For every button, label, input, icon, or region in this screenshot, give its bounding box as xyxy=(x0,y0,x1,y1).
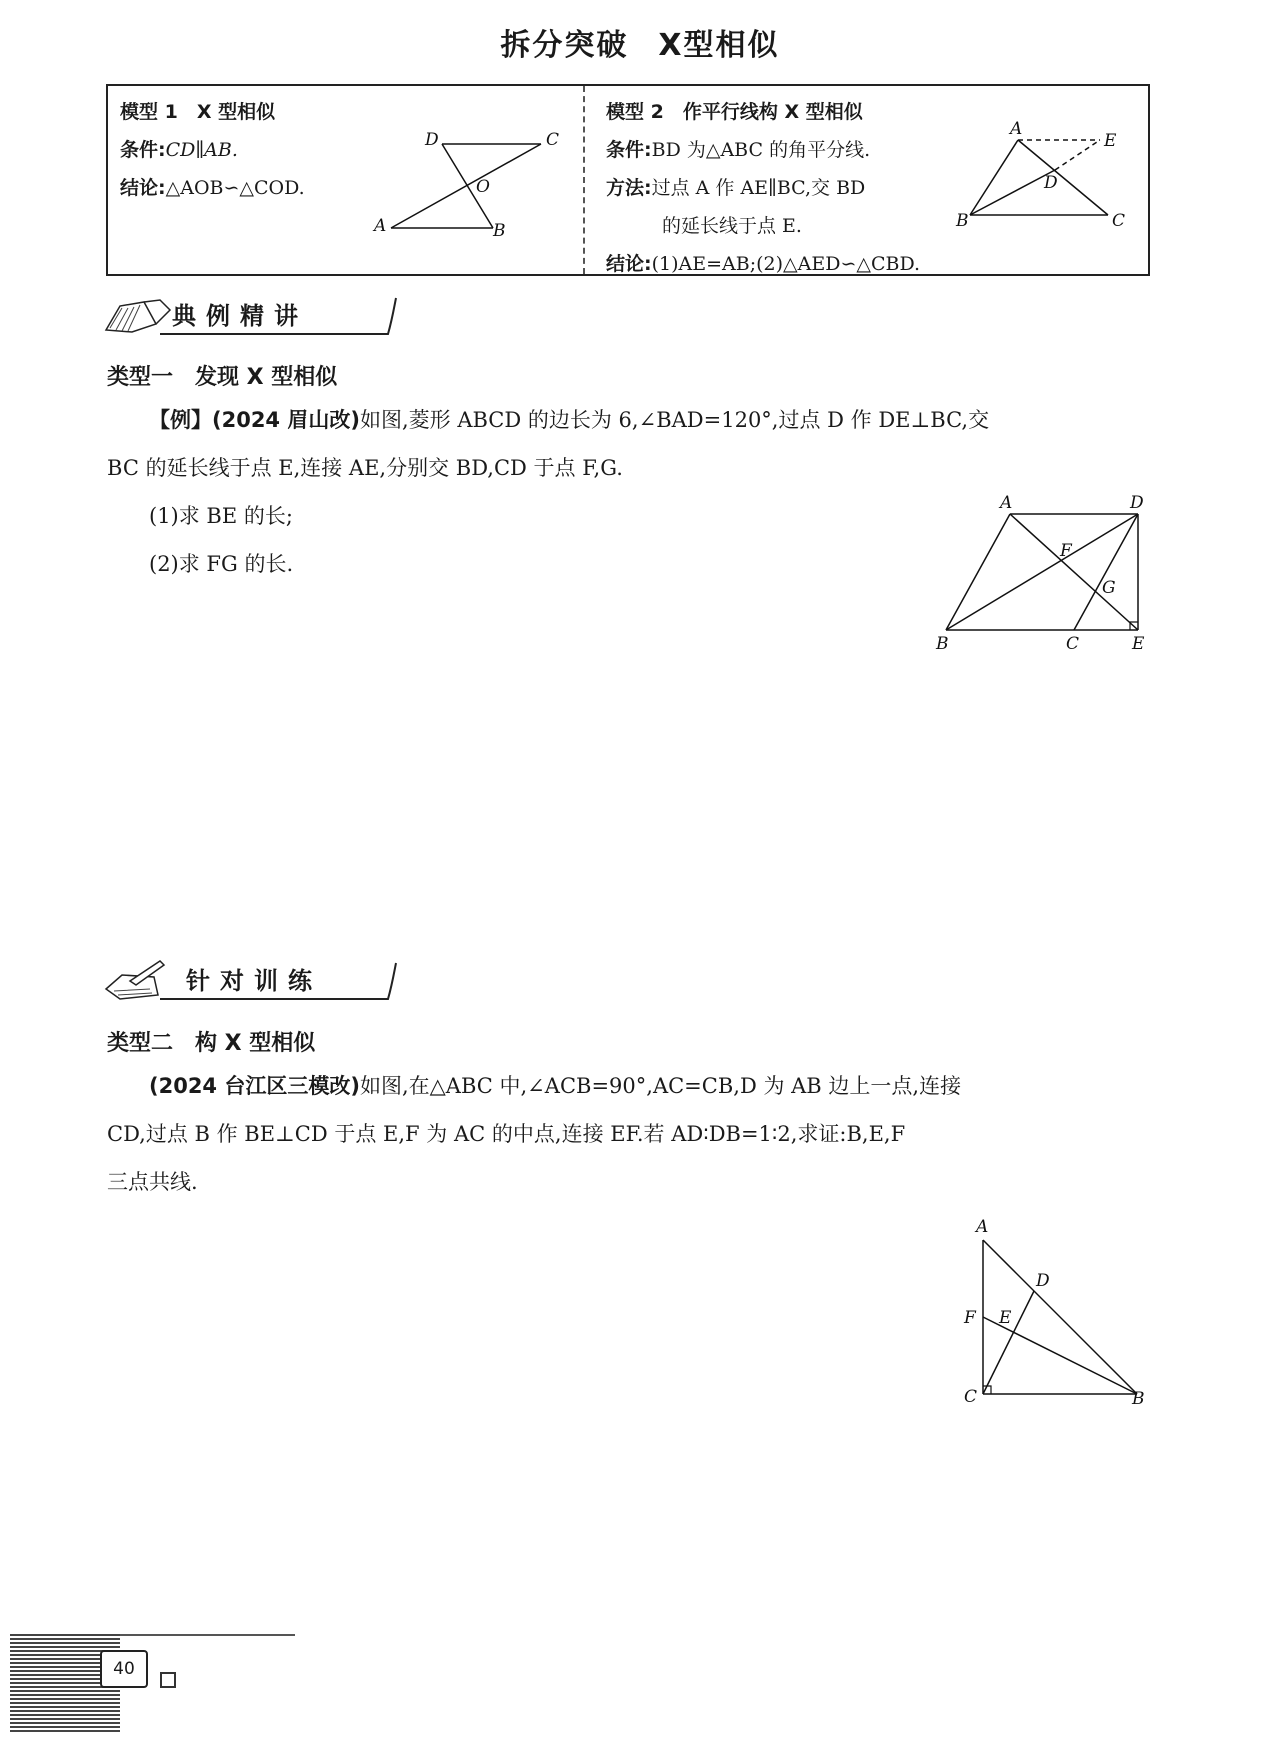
page-title-part1: 拆分突破 xyxy=(500,28,629,63)
label-a: A xyxy=(976,1217,989,1237)
example-tag: 【例】 xyxy=(149,408,212,432)
label-b: B xyxy=(1132,1389,1145,1409)
label-d: D xyxy=(425,130,439,150)
example-source: (2024 眉山改) xyxy=(212,408,360,432)
model2-text xyxy=(606,93,920,283)
segment-fb xyxy=(983,1317,1137,1394)
model1-text xyxy=(120,93,305,207)
label-b: B xyxy=(956,211,969,231)
label-b: B xyxy=(493,221,506,240)
page-title-part2: X型相似 xyxy=(658,28,780,63)
practice-source: (2024 台江区三模改) xyxy=(149,1074,360,1098)
label-o: O xyxy=(476,177,490,197)
practice-figure xyxy=(950,1212,1150,1412)
example-line2: BC 的延长线于点 E,连接 AE,分别交 BD,CD 于点 F,G. xyxy=(107,456,623,480)
segment-bd xyxy=(970,170,1055,215)
segment-cd xyxy=(983,1291,1034,1394)
label-c: C xyxy=(1112,211,1126,231)
footer-square-icon xyxy=(160,1672,176,1688)
label-c: C xyxy=(546,130,560,150)
practice-line3: 三点共线. xyxy=(107,1170,198,1194)
label-d: D xyxy=(1130,493,1144,513)
label-f: F xyxy=(964,1308,976,1328)
practice-line2: CD,过点 B 作 BE⊥CD 于点 E,F 为 AC 的中点,连接 EF.若 AD∶DB=1∶2,求证:B,E,F xyxy=(107,1122,906,1146)
example-figure xyxy=(930,490,1150,660)
segment-ca xyxy=(391,144,541,228)
model1-heading: 模型 1 X 型相似 xyxy=(120,101,276,123)
model-divider xyxy=(583,86,585,274)
segment-ab xyxy=(946,514,1010,630)
label-b: B xyxy=(936,634,949,654)
label-e: E xyxy=(1132,634,1145,654)
practice-line1: (2024 台江区三模改)如图,在△ABC 中,∠ACB=90°,AC=CB,D 为 AB 边上一点,连接 xyxy=(149,1074,962,1098)
section1-banner-text: 典例精讲 xyxy=(172,302,308,330)
example-line1: 【例】(2024 眉山改)如图,菱形 ABCD 的边长为 6,∠BAD=120°,过点 D 作 DE⊥BC,交 xyxy=(149,408,990,432)
segment-ac xyxy=(1018,140,1108,215)
model2-method: 方法:过点 A 作 AE∥BC,交 BD xyxy=(606,177,866,199)
model2-conclusion: 结论:(1)AE=AB;(2)△AED∽△CBD. xyxy=(606,253,921,275)
model2-heading: 模型 2 作平行线构 X 型相似 xyxy=(606,101,863,123)
label-g: G xyxy=(1102,578,1116,598)
footer-rule xyxy=(120,1634,295,1636)
segment-de xyxy=(1055,140,1100,170)
model1-conclusion: 结论:△AOB∽△COD. xyxy=(120,177,305,199)
label-e: E xyxy=(1104,131,1117,151)
label-d: D xyxy=(1044,173,1058,193)
label-e: E xyxy=(999,1308,1012,1328)
example-q2: (2)求 FG 的长. xyxy=(149,552,294,576)
practice-problem xyxy=(107,1062,1157,1206)
model1-figure xyxy=(370,125,570,240)
section2-banner-text: 针对训练 xyxy=(186,967,322,995)
section1-type-heading: 类型一 发现 X 型相似 xyxy=(107,365,338,390)
label-a: A xyxy=(374,216,387,236)
section2-type-heading: 类型二 构 X 型相似 xyxy=(107,1031,316,1056)
label-d: D xyxy=(1036,1271,1050,1291)
label-f: F xyxy=(1060,541,1072,561)
label-a: A xyxy=(1010,119,1023,139)
label-c: C xyxy=(964,1387,978,1407)
segment-bd xyxy=(946,514,1138,630)
segment-ab xyxy=(970,140,1018,215)
model2-figure xyxy=(950,118,1130,233)
example-q1: (1)求 BE 的长; xyxy=(149,504,293,528)
model2-condition: 条件:BD 为△ABC 的角平分线. xyxy=(606,139,871,161)
section2-banner xyxy=(100,955,400,1007)
label-a: A xyxy=(1000,493,1013,513)
page-title xyxy=(0,20,1280,64)
model1-condition: 条件:CD∥AB. xyxy=(120,139,238,161)
label-c: C xyxy=(1066,634,1080,654)
segment-ae xyxy=(1010,514,1138,630)
section1-banner xyxy=(100,290,400,342)
segment-cd xyxy=(1074,514,1138,630)
model2-method-cont: 的延长线于点 E. xyxy=(662,215,802,237)
page-number: 40 xyxy=(100,1650,148,1688)
